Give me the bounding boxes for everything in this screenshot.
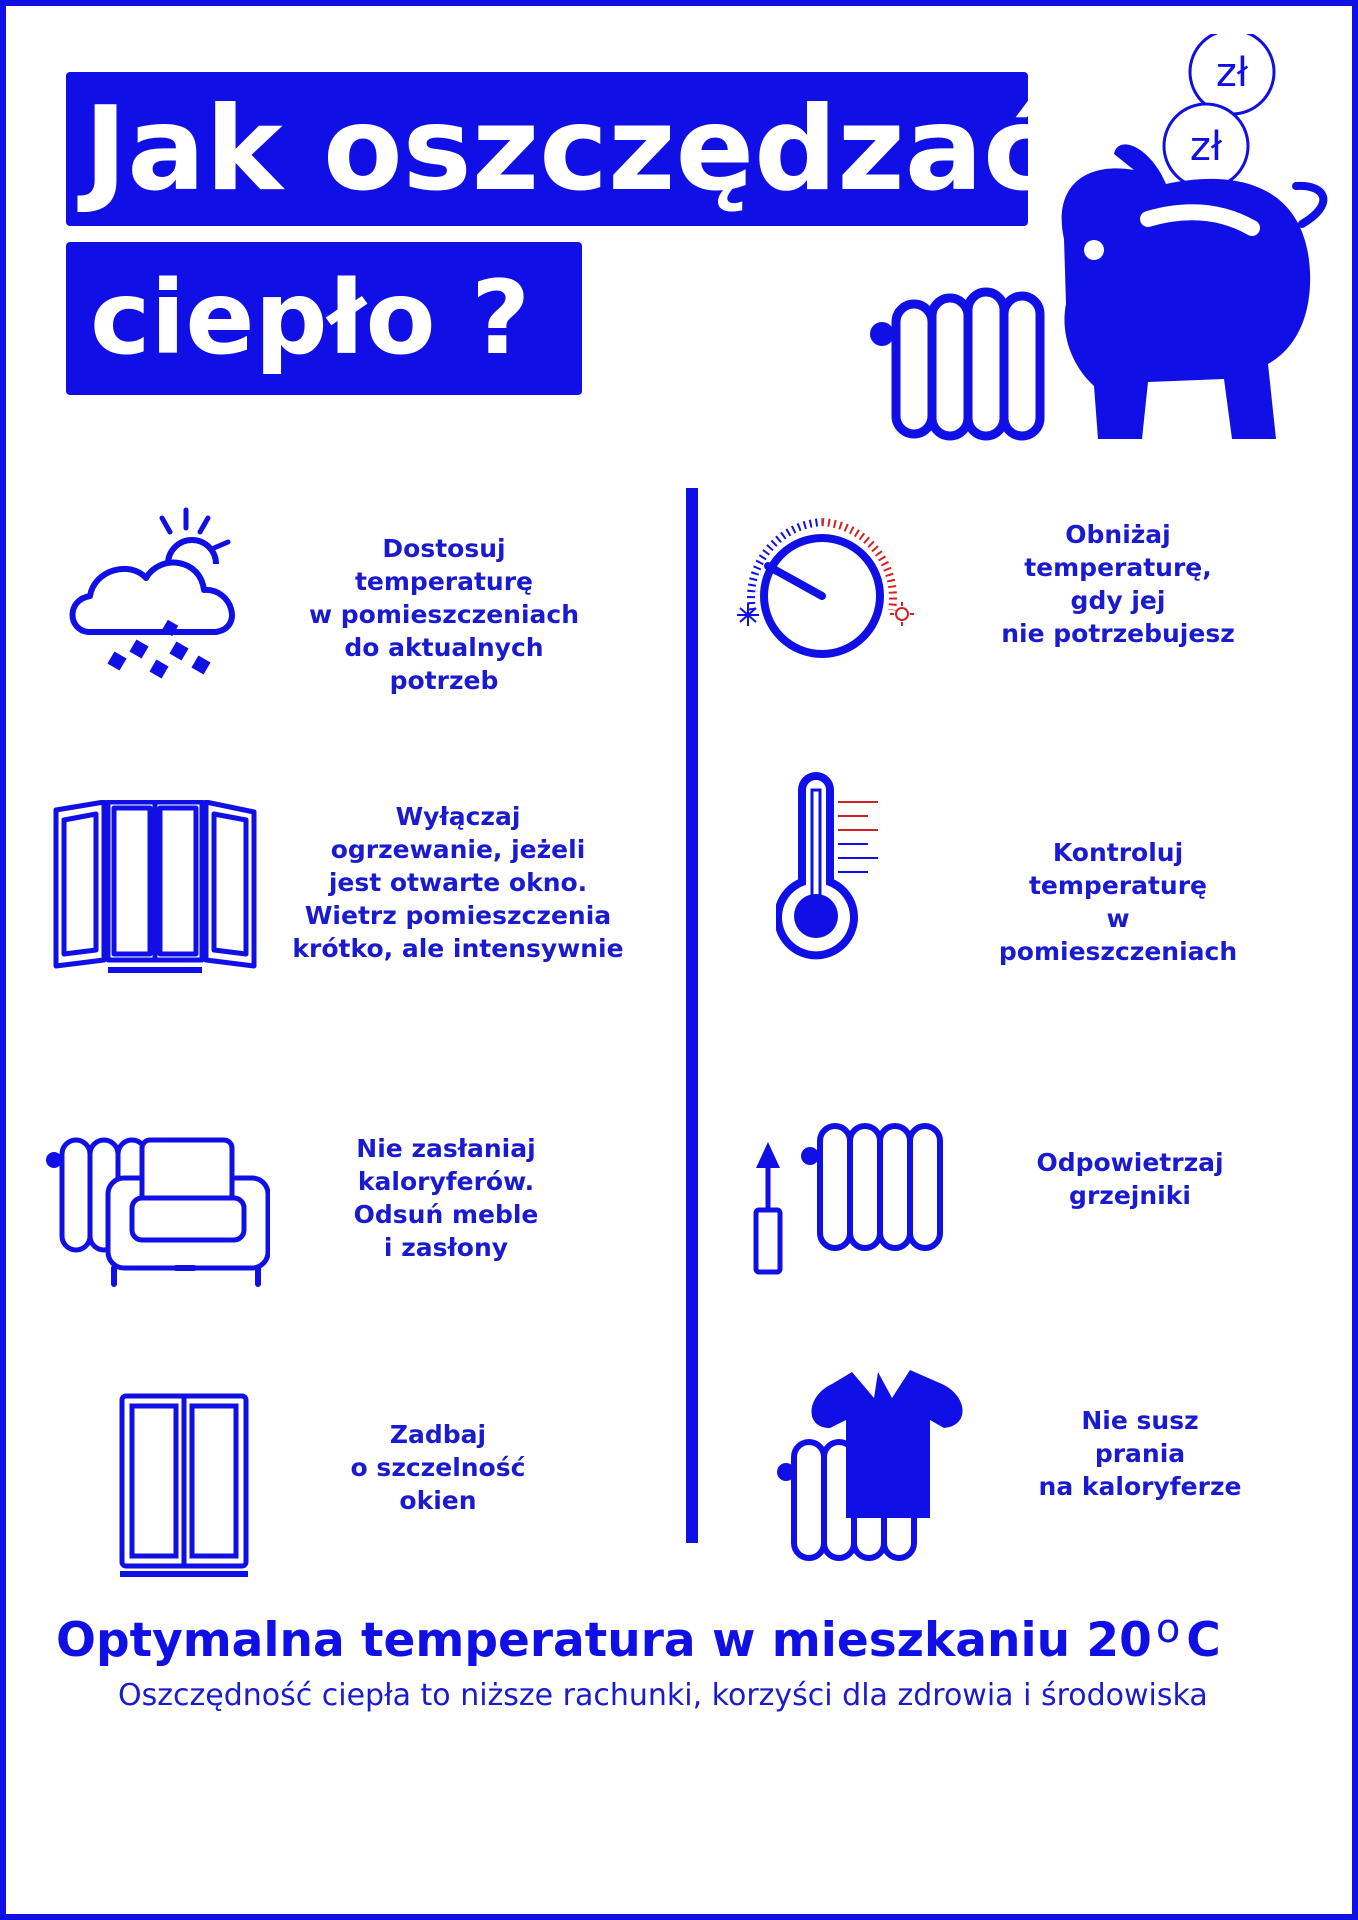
title-line-1: Jak oszczędzać: [66, 72, 1028, 226]
open-window-icon: [52, 800, 258, 976]
optimal-temperature-heading: [56, 1606, 1221, 1668]
piggy-bank-radiator-icon: [866, 34, 1336, 454]
temperature-unit: C: [1186, 1613, 1221, 1668]
tip-do-not-dry-laundry: Nie susz prania na kaloryferze: [1038, 1406, 1242, 1501]
weather-cloud-sun-snow-icon: [68, 504, 258, 694]
tip-adjust-temperature: Dostosuj temperaturę w pomieszczeniach do aktualnych potrzeb: [308, 534, 580, 695]
coin-label-2: zł: [1189, 124, 1223, 170]
title-line-2: ciepło ?: [66, 242, 582, 395]
tip-bleed-radiators: Odpowietrzaj grzejniki: [1036, 1148, 1224, 1210]
radiator-armchair-icon: [44, 1130, 270, 1290]
coin-label-1: zł: [1215, 50, 1249, 96]
laundry-on-radiator-icon: [774, 1366, 970, 1566]
tip-seal-windows: Zadbaj o szczelność okien: [350, 1420, 526, 1515]
savings-note: Oszczędność ciepła to niższe rachunki, korzyści dla zdrowia i środowiska: [118, 1678, 1208, 1713]
tip-turn-off-heating: Wyłączaj ogrzewanie, jeżeli jest otwarte okno. Wietrz pomieszczenia krótko, ale intensywnie: [292, 802, 624, 963]
closed-window-icon: [116, 1390, 252, 1580]
thermometer-icon: [776, 770, 886, 960]
center-divider: [686, 488, 698, 1543]
radiator-bleed-key-icon: [748, 1118, 944, 1278]
optimal-temperature-label: Optymalna temperatura w mieszkaniu 20: [56, 1613, 1152, 1668]
thermostat-knob-icon: [732, 510, 922, 660]
tip-control-temperature: Kontroluj temperaturę w pomieszczeniach: [998, 838, 1238, 966]
tip-do-not-cover-radiators: Nie zasłaniaj kaloryferów. Odsuń meble i zasłony: [353, 1134, 539, 1262]
tip-lower-temperature: Obniżaj temperaturę, gdy jej nie potrzebujesz: [1001, 520, 1235, 648]
degree-sign: o: [1155, 1606, 1181, 1652]
